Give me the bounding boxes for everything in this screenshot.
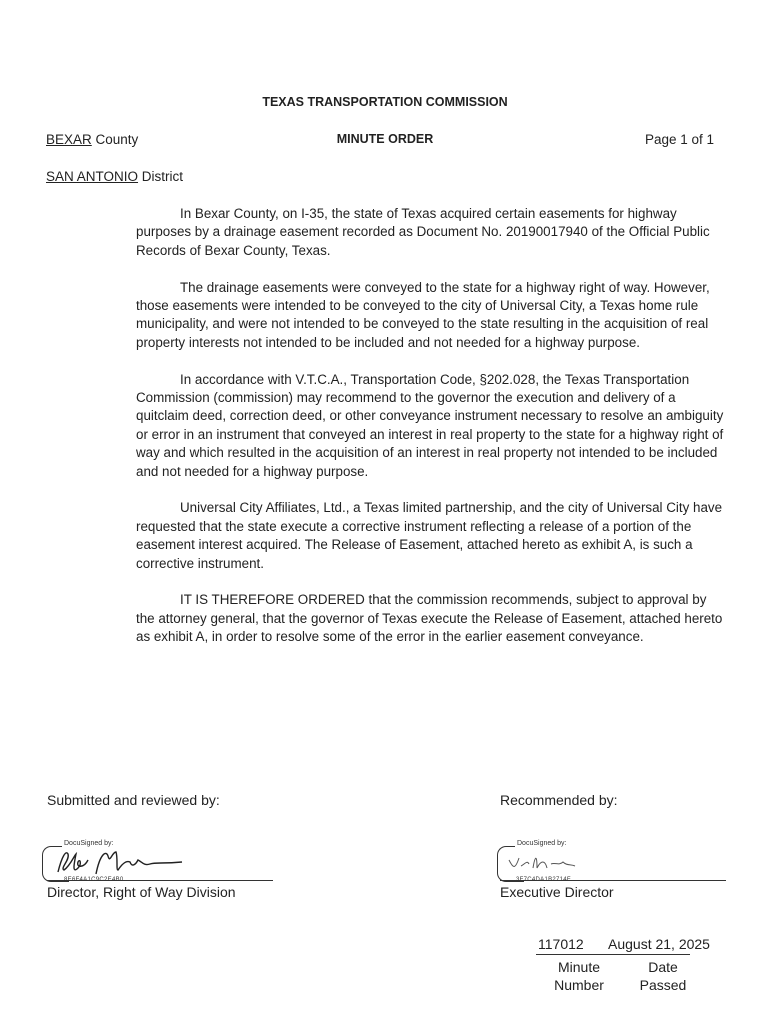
- signer-title-left: Director, Right of Way Division: [47, 884, 236, 900]
- minute-number: 117012: [538, 936, 584, 952]
- paragraph: Universal City Affiliates, Ltd., a Texas limited partnership, and the city of Universal City have requested that the state execute a corrective instrument reflecting a release of a portion of the easement interest acquired. The Release of Easement, attached hereto as exhibit A, is such a corrective instrument.: [136, 500, 723, 571]
- minute-number-label-1: Minute: [557, 959, 601, 975]
- recommended-caption: Recommended by:: [500, 792, 618, 808]
- date-label-2: Passed: [639, 977, 687, 993]
- paragraph: In accordance with V.T.C.A., Transportation Code, §202.028, the Texas Transportation Commission (commission) may recommend to the governor the execution and delivery of a quitclaim deed, correction deed, or other conveyance instrument necessary to resolve an ambiguity or error in an instrument that conveyed an interest in real property to the state for a highway right of way and which resulted in the acquisition of an interest in real property not intended to be included and not needed for a highway purpose.: [136, 371, 724, 479]
- date-label-1: Date: [648, 959, 678, 975]
- county-suffix: County: [91, 132, 139, 147]
- minute-number-label-2: Number: [554, 977, 604, 993]
- district-suffix: District: [138, 169, 184, 184]
- signer-title-right: Executive Director: [500, 884, 614, 900]
- district-name: SAN ANTONIO: [46, 169, 139, 184]
- docusign-label-right: DocuSigned by:: [517, 840, 567, 847]
- district-label: [46, 169, 183, 184]
- order-body: [136, 205, 724, 665]
- document-title: TEXAS TRANSPORTATION COMMISSION: [262, 95, 508, 109]
- page-number: Page 1 of 1: [644, 132, 714, 147]
- paragraph: The drainage easements were conveyed to the state for a highway right of way. However, those easements were intended to be conveyed to the city of Universal City, a Texas home rule municipality, and were not intended to be conveyed to the state resulting in the acquisition of real property interests not intended to be included and not needed for a highway purpose.: [136, 279, 710, 350]
- paragraph: IT IS THEREFORE ORDERED that the commission recommends, subject to approval by the attorney general, that the governor of Texas execute the Release of Easement, attached hereto as exhibit A, in order to resolve some of the error in the earlier easement conveyance.: [136, 592, 723, 645]
- envelope-id-left: 8E6F4A1C9C2E4B0...: [64, 877, 130, 883]
- minute-date: August 21, 2025: [608, 936, 710, 952]
- minute-underline: [536, 954, 690, 955]
- docusign-label-left: DocuSigned by:: [64, 840, 114, 847]
- paragraph: In Bexar County, on I-35, the state of Texas acquired certain easements for highway purposes by a drainage easement recorded as Document No. 20190017940 of the Official Public Records of Bexar County, Texas.: [136, 206, 710, 258]
- submitted-caption: Submitted and reviewed by:: [47, 792, 220, 808]
- envelope-id-right: 3F7C4DA1B2714F...: [516, 877, 577, 883]
- signature-right: [505, 850, 585, 876]
- county-name: BEXAR: [46, 132, 92, 147]
- document-type: MINUTE ORDER: [336, 132, 434, 146]
- signature-left: [52, 846, 192, 880]
